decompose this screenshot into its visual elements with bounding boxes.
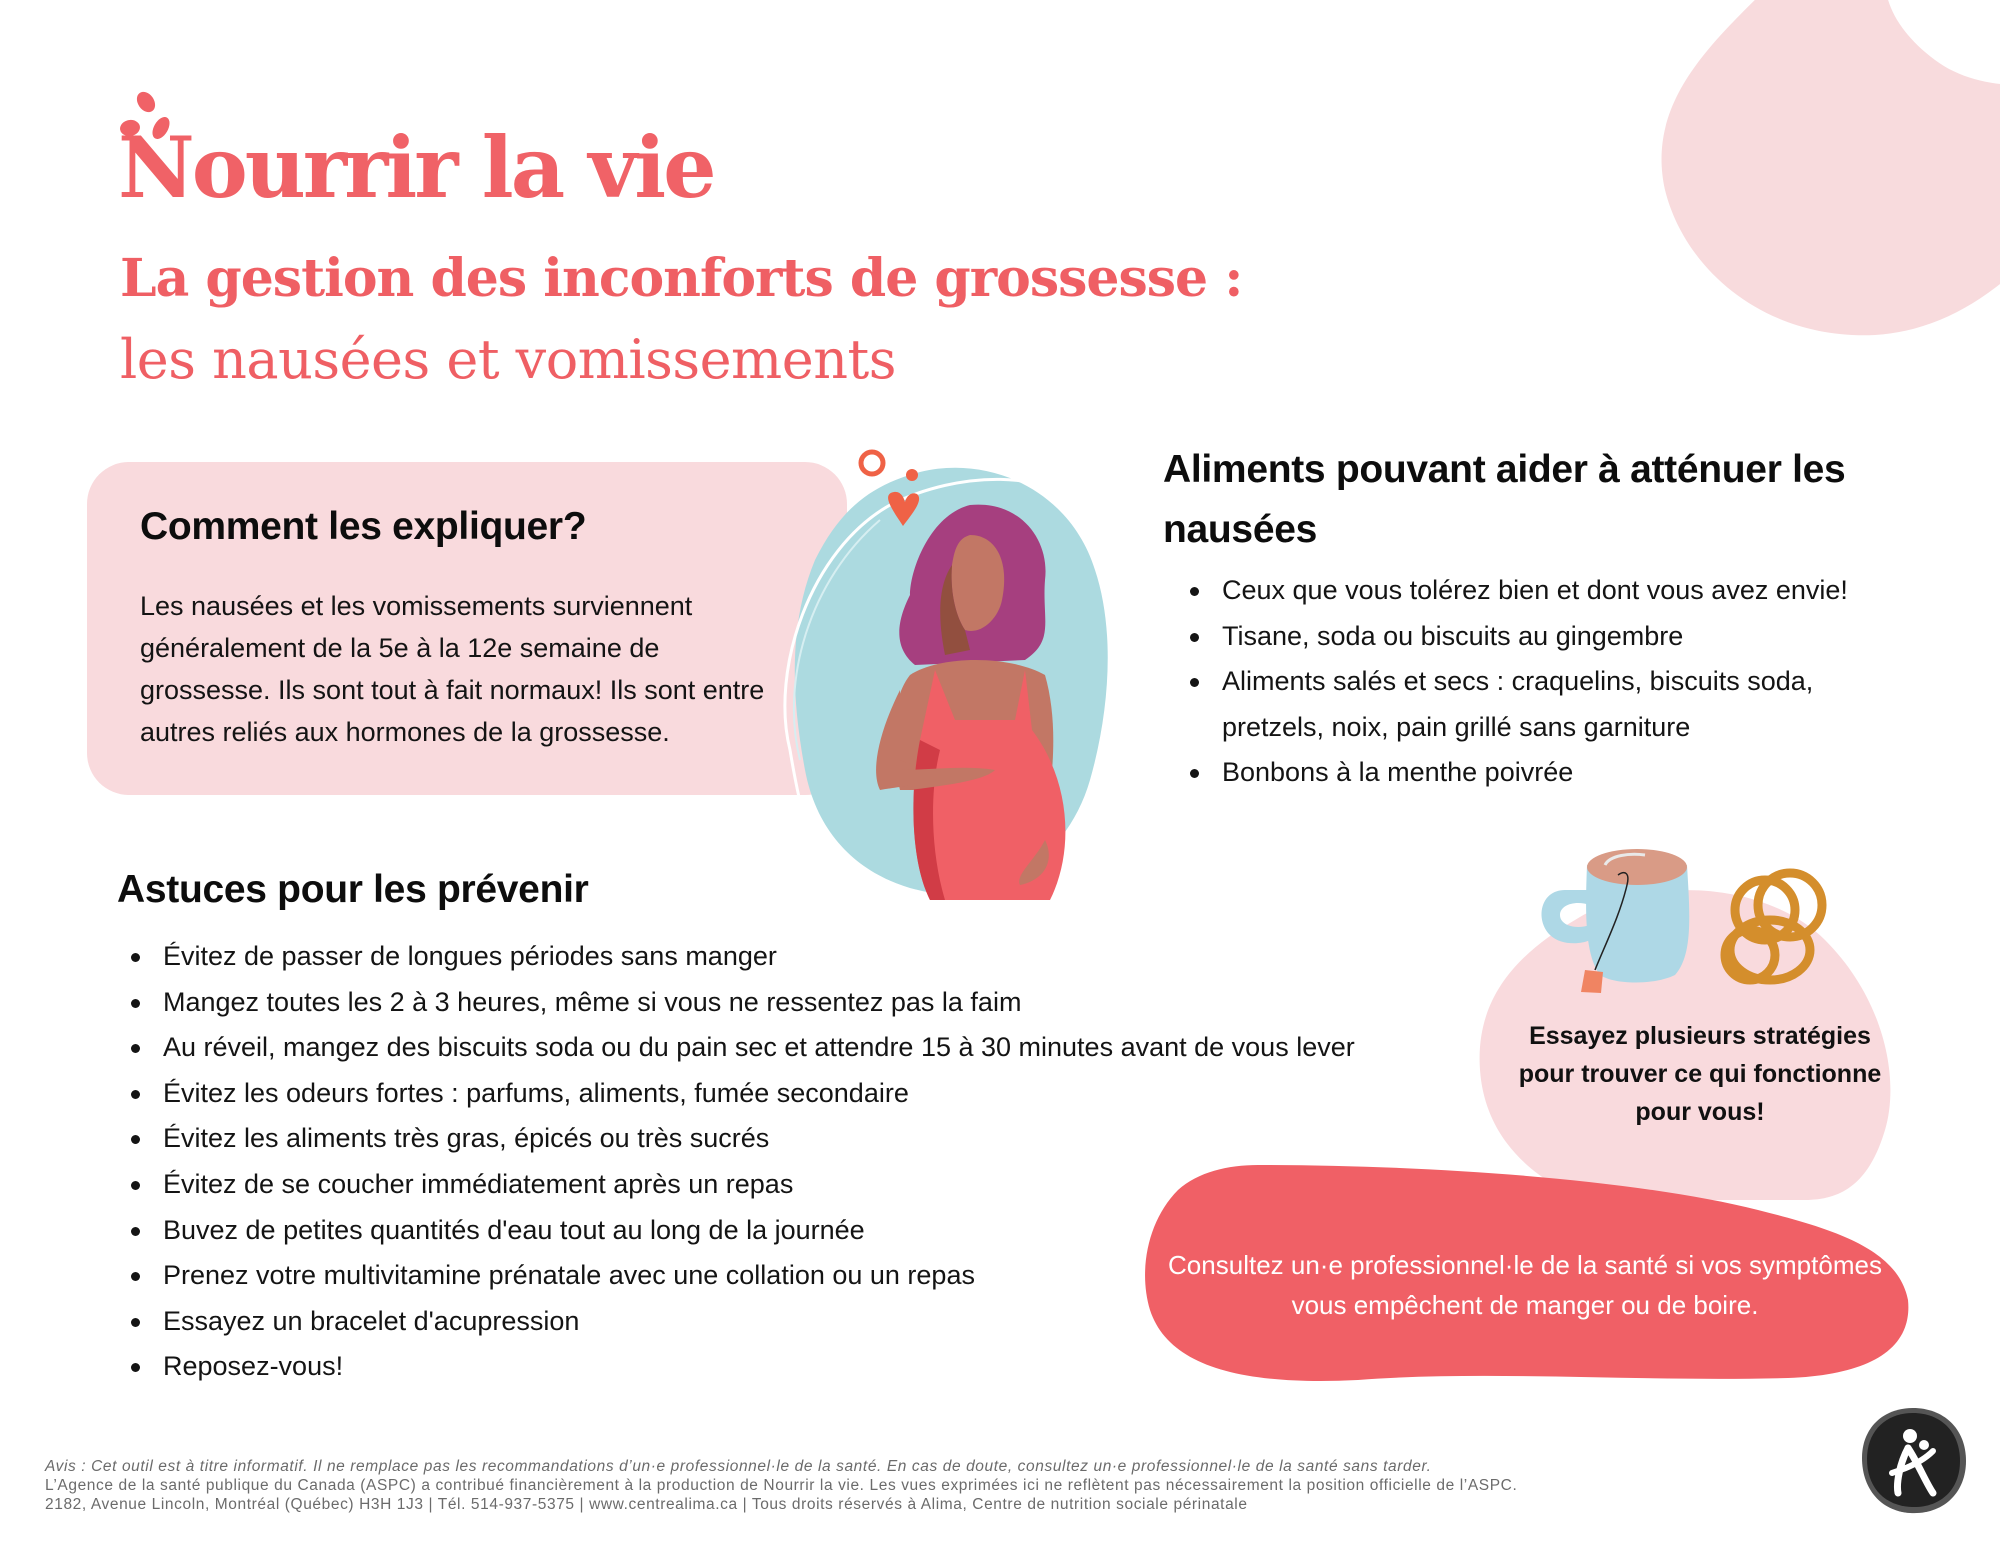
list-item: Évitez de se coucher immédiatement après un repas bbox=[125, 1162, 1425, 1208]
page-title: La gestion des inconforts de grossesse : bbox=[120, 248, 1243, 309]
list-item: Prenez votre multivitamine prénatale avec une collation ou un repas bbox=[125, 1253, 1425, 1299]
list-item: Évitez de passer de longues périodes sans manger bbox=[125, 934, 1425, 980]
list-item: Mangez toutes les 2 à 3 heures, même si vous ne ressentez pas la faim bbox=[125, 980, 1425, 1026]
pregnant-woman-illustration bbox=[770, 430, 1150, 910]
list-item: Au réveil, mangez des biscuits soda ou du pain sec et attendre 15 à 30 minutes avant de vous lever bbox=[125, 1025, 1425, 1071]
explain-heading: Comment les expliquer? bbox=[140, 505, 587, 548]
consult-text: Consultez un·e professionnel·le de la santé si vos symptômes vous empêchent de manger ou de boire. bbox=[1168, 1250, 1882, 1320]
footer-contact: 2182, Avenue Lincoln, Montréal (Québec) H3H 1J3 | Tél. 514-937-5375 | www.centrealima.ca | Tous droits réservés à Alima, Centre de nutrition sociale périnatale bbox=[45, 1496, 1248, 1513]
list-item: Ceux que vous tolérez bien et dont vous avez envie! bbox=[1184, 568, 1884, 614]
astuces-heading: Astuces pour les prévenir bbox=[117, 868, 589, 911]
pretzel-icon bbox=[1725, 873, 1822, 980]
list-item: Buvez de petites quantités d'eau tout au long de la journée bbox=[125, 1208, 1425, 1254]
tea-cup-icon bbox=[1542, 849, 1690, 993]
list-item: Essayez un bracelet d'acupression bbox=[125, 1299, 1425, 1345]
list-item: Reposez-vous! bbox=[125, 1344, 1425, 1390]
list-item: Évitez les aliments très gras, épicés ou très sucrés bbox=[125, 1116, 1425, 1162]
list-item: Aliments salés et secs : craquelins, biscuits soda, pretzels, noix, pain grillé sans garniture bbox=[1184, 659, 1884, 750]
tip-text: Essayez plusieurs stratégies pour trouver ce qui fonctionne pour vous! bbox=[1518, 1022, 1882, 1126]
explain-body: Les nausées et les vomissements surviennent généralement de la 5e à la 12e semaine de grossesse. Ils sont tout à fait normaux! Ils sont entre autres reliés aux hormones de la grossesse. bbox=[140, 591, 765, 747]
tip-illustration bbox=[1535, 835, 1865, 1015]
footer-disclaimer: Avis : Cet outil est à titre informatif. Il ne remplace pas les recommandations d’un·e professionnel·le de la santé. En cas de doute, consultez un·e professionnel·le de la santé sans tarder. bbox=[45, 1458, 1432, 1475]
footer-funding: L’Agence de la santé publique du Canada (ASPC) a contribué financièrement à la production de Nourrir la vie. Les vues exprimées ici ne reflètent pas nécessairement la position officielle de l’ASPC. bbox=[45, 1477, 1518, 1494]
aliments-list bbox=[1184, 568, 1884, 796]
aliments-heading: Aliments pouvant aider à atténuer les nausées bbox=[1163, 448, 1846, 551]
list-item: Tisane, soda ou biscuits au gingembre bbox=[1184, 614, 1884, 660]
footer bbox=[45, 1457, 1825, 1514]
list-item: Bonbons à la menthe poivrée bbox=[1184, 750, 1884, 796]
list-item: Évitez les odeurs fortes : parfums, aliments, fumée secondaire bbox=[125, 1071, 1425, 1117]
alima-logo-icon bbox=[1858, 1403, 1970, 1518]
brand-title: Nourrir la vie bbox=[118, 118, 714, 217]
decorative-blob bbox=[1655, 0, 2000, 360]
page-subtitle: les nausées et vomissements bbox=[120, 328, 896, 391]
